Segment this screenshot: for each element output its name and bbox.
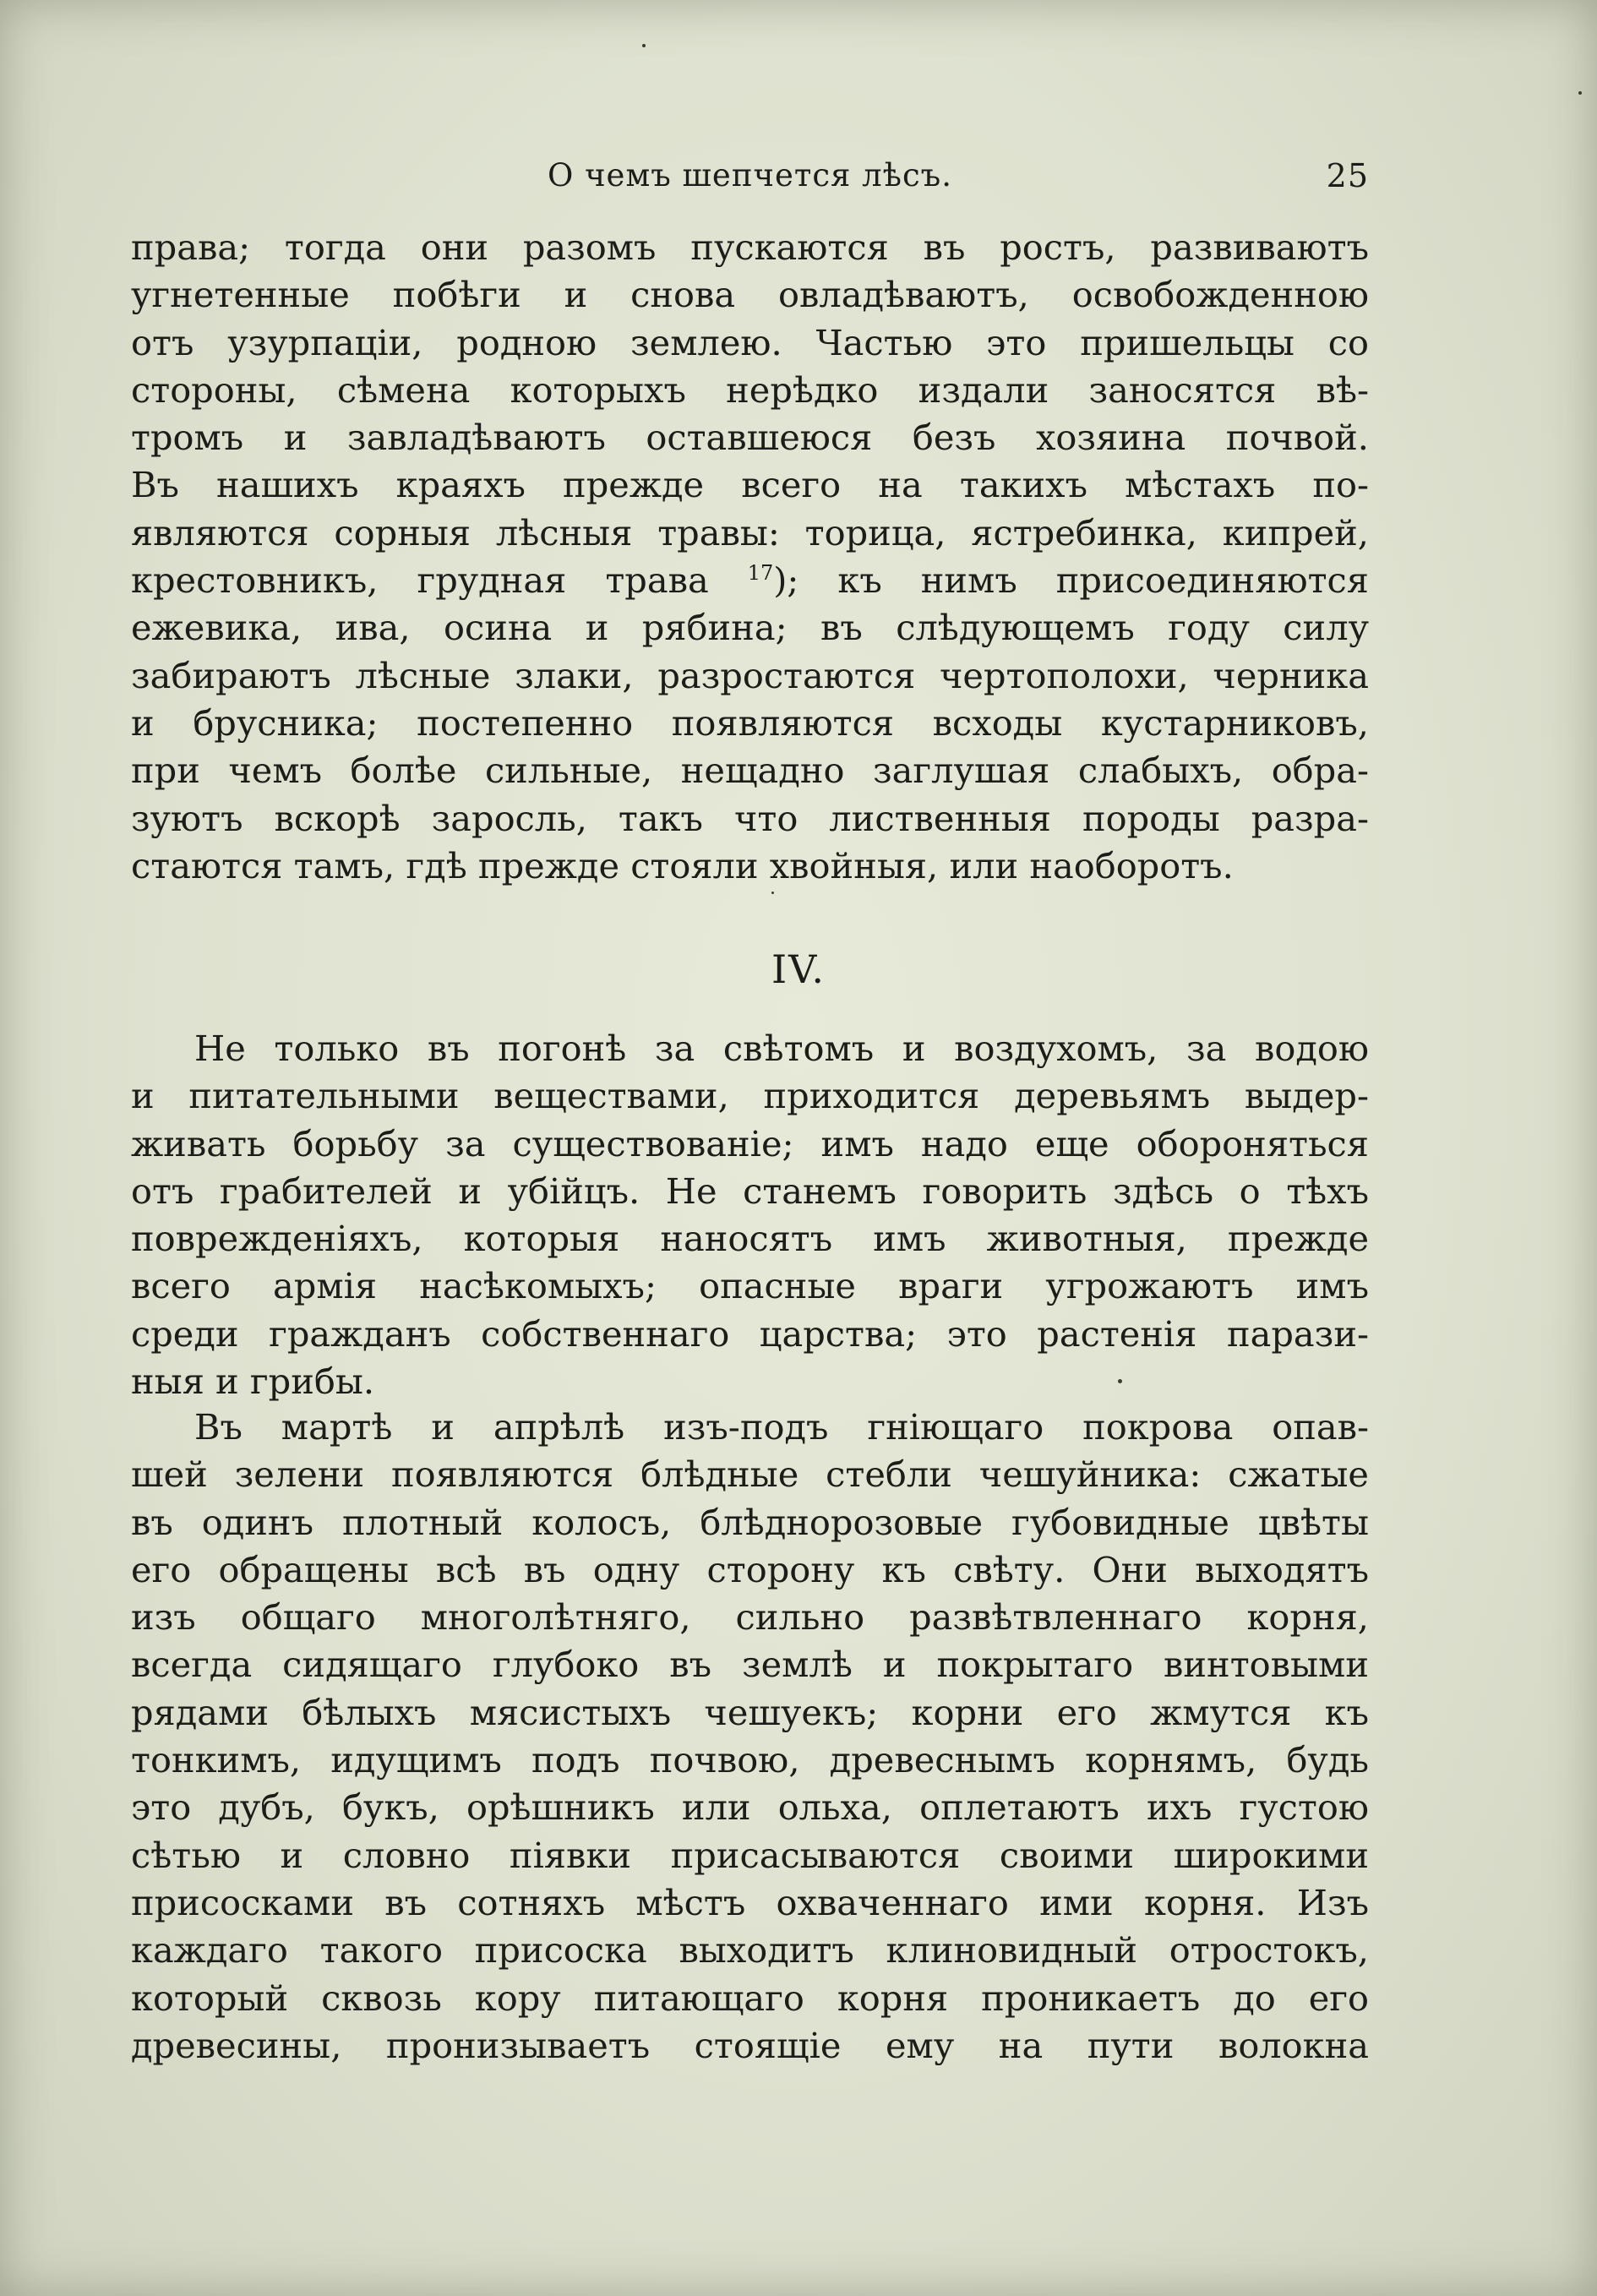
running-title: О чемъ шепчется лѣсъ. (548, 157, 952, 194)
text-line: который сквозь кору питающаго корня проникаетъ до его (131, 1977, 1369, 2019)
text-line: зуютъ вскорѣ заросль, такъ что лиственныя породы разра- (131, 797, 1369, 839)
section-number: IV. (771, 946, 826, 992)
text-line: права; тогда они разомъ пускаются въ ростъ, развиваютъ (131, 226, 1369, 268)
text-line: и брусника; постепенно появляются всходы кустарниковъ, (131, 701, 1369, 744)
running-head (131, 157, 1369, 199)
print-speck (642, 44, 646, 47)
text-line: тонкимъ, идущимъ подъ почвою, древеснымъ корнямъ, будь (131, 1739, 1369, 1781)
text-line: забираютъ лѣсные злаки, разростаются чертополохи, черника (131, 654, 1369, 696)
paragraph-continuation (131, 224, 1369, 890)
text-line: каждаго такого присоска выходитъ клиновидный отростокъ, (131, 1929, 1369, 1972)
print-speck (1118, 1379, 1122, 1383)
text-line: угнетенные побѣги и снова овладѣваютъ, освобожденною (131, 274, 1369, 316)
text-line: это дубъ, букъ, орѣшникъ или ольха, оплетаютъ ихъ густою (131, 1786, 1369, 1829)
text-line: тромъ и завладѣваютъ оставшеюся безъ хозяина почвой. (131, 417, 1369, 459)
text-line: Въ нашихъ краяхъ прежде всего на такихъ мѣстахъ по- (131, 464, 1369, 506)
text-line: рядами бѣлыхъ мясистыхъ чешуекъ; корни его жмутся къ (131, 1691, 1369, 1733)
text-line: Въ мартѣ и апрѣлѣ изъ-подъ гніющаго покрова опав- (194, 1406, 1369, 1448)
paragraph (131, 1025, 1369, 1405)
text-line: являются сорныя лѣсныя травы: торица, ястребинка, кипрей, (131, 511, 1369, 554)
text-line: стаются тамъ, гдѣ прежде стояли хвойныя, или наоборотъ. (131, 844, 1234, 886)
text-line: отъ узурпаціи, родною землею. Частью это пришельцы со (131, 321, 1369, 363)
text-fragment: крестовникъ, грудная трава (131, 559, 709, 602)
print-speck (771, 892, 774, 894)
text-line: поврежденіяхъ, которыя наносятъ имъ животныя, прежде (131, 1218, 1369, 1260)
text-line: всего армія насѣкомыхъ; опасные враги угрожаютъ имъ (131, 1265, 1369, 1307)
text-line: отъ грабителей и убійцъ. Не станемъ говорить здѣсь о тѣхъ (131, 1170, 1369, 1212)
footnote-reference: 17 (747, 561, 774, 586)
text-fragment: ); къ нимъ присоединяются (773, 559, 1369, 602)
text-line: присосками въ сотняхъ мѣстъ охваченнаго ими корня. Изъ (131, 1881, 1369, 1923)
print-speck (1578, 91, 1582, 95)
text-line: среди гражданъ собственнаго царства; это растенія парази- (131, 1312, 1369, 1355)
text-line: и питательными веществами, приходится деревьямъ выдер- (131, 1075, 1369, 1117)
text-line: при чемъ болѣе сильные, нещадно заглушая слабыхъ, обра- (131, 750, 1369, 792)
page-number: 25 (1326, 157, 1369, 194)
text-line: въ одинъ плотный колосъ, блѣднорозовые губовидные цвѣты (131, 1501, 1369, 1543)
text-line: шей зелени появляются блѣдные стебли чешуйника: сжатые (131, 1453, 1369, 1496)
text-line: ныя и грибы. (131, 1361, 375, 1403)
text-line: его обращены всѣ въ одну сторону къ свѣту. Они выходятъ (131, 1548, 1369, 1590)
text-line-with-footnote (131, 557, 1369, 604)
text-line: ежевика, ива, осина и рябина; въ слѣдующемъ году силу (131, 607, 1369, 649)
text-line: сѣтью и словно піявки присасываются своими широкими (131, 1834, 1369, 1876)
text-line: изъ общаго многолѣтняго, сильно развѣтвленнаго корня, (131, 1596, 1369, 1639)
text-line: древесины, пронизываетъ стоящіе ему на пути волокна (131, 2024, 1369, 2066)
text-line: Не только въ погонѣ за свѣтомъ и воздухомъ, за водою (194, 1028, 1369, 1069)
text-line: всегда сидящаго глубоко въ землѣ и покрытаго винтовыми (131, 1644, 1369, 1686)
paragraph (131, 1404, 1369, 2070)
text-line: стороны, сѣмена которыхъ нерѣдко издали заносятся вѣ- (131, 368, 1369, 411)
text-line: живать борьбу за существованіе; имъ надо еще обороняться (131, 1122, 1369, 1164)
